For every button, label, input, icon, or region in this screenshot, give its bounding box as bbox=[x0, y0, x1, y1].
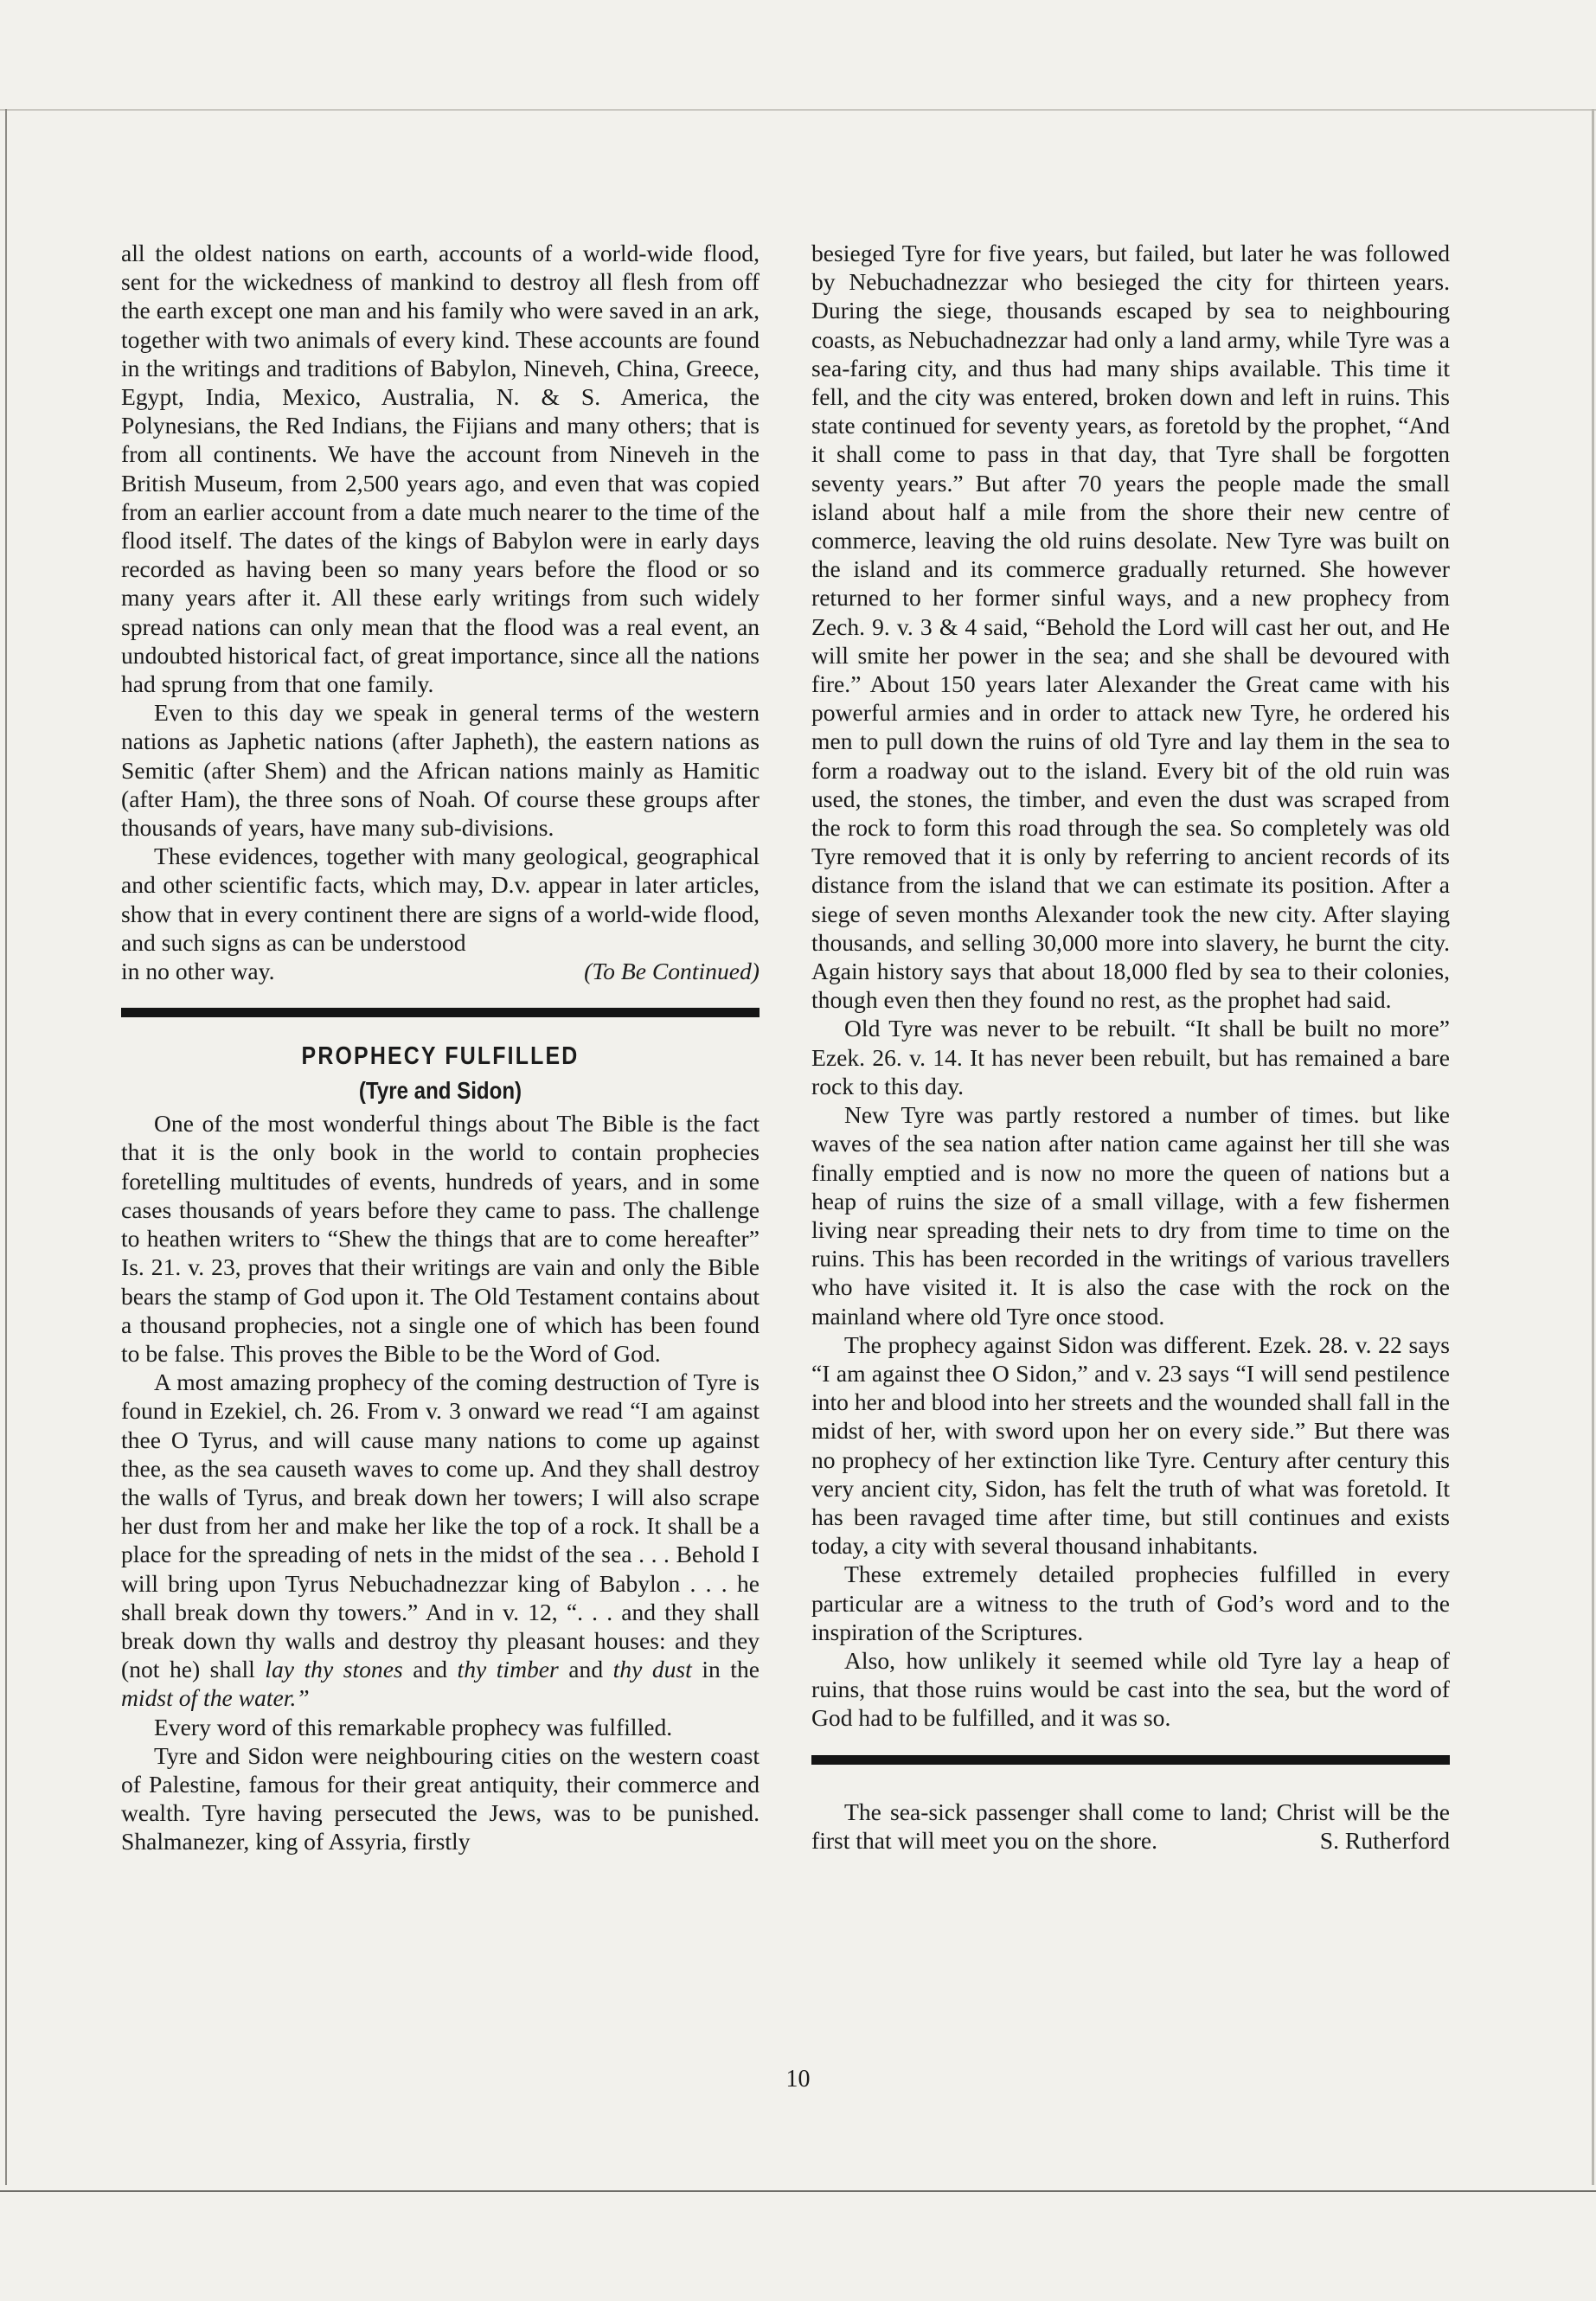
prophecy-text: in the bbox=[702, 1656, 760, 1683]
italic-phrase: midst of the water.” bbox=[121, 1684, 310, 1712]
page-edge-left bbox=[5, 109, 7, 2185]
italic-phrase: thy timber bbox=[457, 1656, 559, 1683]
prophecy-paragraph: Every word of this remarkable prophecy was fulfilled. bbox=[154, 1713, 673, 1740]
tyre-paragraph: Old Tyre was never to be rebuilt. “It shall be built no more” Ezek. 26. v. 14. It has never been rebuilt, but has remained a bare rock to this day. bbox=[811, 1015, 1450, 1099]
section-divider-rule bbox=[121, 1008, 760, 1017]
left-column bbox=[121, 239, 760, 1856]
italic-phrase: lay thy stones bbox=[265, 1656, 403, 1683]
prophecy-text: A most amazing prophecy of the coming destruction of Tyre is found in Ezekiel, ch. 26. From v. 3 onward we read “I am against thee O Tyrus, and will cause many nations to come up against thee, as the sea causeth waves to come up. And they shall destroy the walls of Tyrus, and break down her towers; I will also scrape her dust from her and make her like the top of a rock. It shall be a place for the spreading of nets in the midst of the sea . . . Behold I will bring upon Tyrus Nebuchadnezzar king of Babylon . . . he shall break down thy towers.” And in v. 12, “. . . and they shall break down thy walls and destroy thy pleasant houses: and they (not he) shall bbox=[121, 1368, 760, 1683]
page-number: 10 bbox=[785, 2066, 811, 2093]
flood-last-line-row bbox=[121, 957, 760, 985]
conclusion-paragraph: These extremely detailed prophecies fulfilled in every particular are a witness to the truth of God’s word and to the inspiration of the Scriptures. bbox=[811, 1561, 1450, 1645]
flood-paragraph: Even to this day we speak in general terms of the western nations as Japhetic nations (after Japheth), the eastern nations as Semitic (after Shem) and the African nations mainly as Hamitic (after Ham), the three sons of Noah. Of course these groups after thousands of years, have many sub-divisions. bbox=[121, 699, 760, 842]
conclusion-paragraph: Also, how unlikely it seemed while old Tyre lay a heap of ruins, that those ruins would be cast into the sea, but the word of God had to be fulfilled, and it was so. bbox=[811, 1646, 1450, 1732]
section-title: PROPHECY FULFILLED bbox=[301, 1042, 580, 1071]
flood-last-line: in no other way. bbox=[121, 958, 275, 985]
italic-phrase: thy dust bbox=[612, 1656, 692, 1683]
flood-paragraph: all the oldest nations on earth, accounts of a world-wide flood, sent for the wickedness of mankind to destroy all flesh from off the earth except one man and his family who were saved in an ark, together with two animals of every kind. These accounts are found in the writings and traditions of Babylon, Nineveh, China, Greece, Egypt, India, Mexico, Australia, N. & S. America, the Polynesians, the Red Indians, the Fijians and many others; that is from all continents. We have the account from Nineveh in the British Museum, from 2,500 years ago, and even that was copied from an earlier account from a date much nearer to the time of the flood itself. The dates of the kings of Babylon were in early days recorded as having been so many years before the flood or so many years after it. All these early writings from such widely spread nations can only mean that the flood was a real event, an undoubted historical fact, of great importance, since all the nations had sprung from that one family. bbox=[121, 240, 760, 698]
right-column bbox=[811, 239, 1450, 1855]
sidon-paragraph: The prophecy against Sidon was different. Ezek. 28. v. 22 says “I am against thee O Sidon,” and v. 23 says “I will send pestilence into her and blood into her streets and the wounded shall fall in the midst of her, with sword upon her on every side.” But there was no prophecy of her extinction like Tyre. Century after century this very ancient city, Sidon, has felt the truth of what was foretold. It has been ravaged time after time, but still continues and exists today, a city with several thousand inhabitants. bbox=[811, 1330, 1450, 1560]
to-be-continued-note: (To Be Continued) bbox=[584, 958, 760, 985]
flood-paragraph: These evidences, together with many geological, geographical and other scientific facts, which may, D.v. appear in later articles, show that in every continent there are signs of a world-wide flood, and such signs as can be understood bbox=[121, 843, 760, 956]
quote bbox=[811, 1798, 1450, 1855]
page-edge-top bbox=[0, 109, 1596, 111]
prophecy-paragraph-ezekiel bbox=[121, 1368, 760, 1712]
prophecy-paragraph: One of the most wonderful things about The Bible is the fact that it is the only book in the world to contain prophecies foretelling multitudes of events, hundreds of years, and in some cases thousands of years before they came to pass. The challenge to heathen writers to “Shew the things that are to come hereafter” Is. 21. v. 23, proves that their writings are vain and only the Bible bears the stamp of God upon it. The Old Testament contains about a thousand prophecies, not a single one of which has been found to be false. This proves the Bible to be the Word of God. bbox=[121, 1110, 760, 1367]
page-edge-right bbox=[1592, 109, 1594, 2185]
quote-text: The sea-sick passenger shall come to land; Christ will be the first that will meet you on the shore. bbox=[811, 1798, 1450, 1854]
prophecy-text: and bbox=[568, 1656, 604, 1683]
quote-divider-rule bbox=[811, 1755, 1450, 1765]
prophecy-text: and bbox=[413, 1656, 448, 1683]
page-edge-bottom bbox=[0, 2190, 1596, 2192]
tyre-paragraph: besieged Tyre for five years, but failed, but later he was followed by Nebuchadnezzar who besieged the city for thirteen years. During the siege, thousands escaped by sea to neighbouring coasts, as Nebuchadnezzar had only a land army, while Tyre was a sea-faring city, and thus had many ships available. This time it fell, and the city was entered, broken down and left in ruins. This state continued for seventy years, as foretold by the prophet, “And it shall come to pass in that day, that Tyre shall be forgotten seventy years.” But after 70 years the people made the small island about half a mile from the shore their new centre of commerce, leaving the old ruins desolate. New Tyre was built on the island and its commerce gradually returned. She however returned to her former sinful ways, and a new prophecy from Zech. 9. v. 3 & 4 said, “Behold the Lord will cast her out, and He will smite her power in the sea; and she shall be devoured with fire.” About 150 years later Alexander the Great came with his powerful armies and in order to attack new Tyre, he ordered his men to pull down the ruins of old Tyre and lay them in the sea to form a roadway out to the island. Every bit of the old ruin was used, the stones, the timber, and even the dust was scraped from the rock to form this road through the sea. So completely was old Tyre removed that it is only by referring to ancient records of its distance from the island that we can estimate its position. After a siege of seven months Alexander took the new city. After slaying thousands, and selling 30,000 more into slavery, he burnt the city. Again history says that about 18,000 fled by sea to their colonies, though even then they found no rest, as the prophet had said. bbox=[811, 240, 1450, 1014]
quote-author: S. Rutherford bbox=[1319, 1826, 1450, 1854]
tyre-paragraph: New Tyre was partly restored a number of times. but like waves of the sea nation after nation came against her till she was finally emptied and is now no more the queen of nations but a heap of ruins the size of a small village, with a few fishermen living near spreading their nets to dry from time to time on the ruins. This has been recorded in the writings of various travellers who have visited it. It is also the case with the rock on the mainland where old Tyre once stood. bbox=[811, 1101, 1450, 1330]
section-subtitle: (Tyre and Sidon) bbox=[358, 1077, 522, 1105]
prophecy-paragraph: Tyre and Sidon were neighbouring cities on the western coast of Palestine, famous for their great antiquity, their commerce and wealth. Tyre having persecuted the Jews, was to be punished. Shalmanezer, king of Assyria, firstly bbox=[121, 1741, 760, 1856]
